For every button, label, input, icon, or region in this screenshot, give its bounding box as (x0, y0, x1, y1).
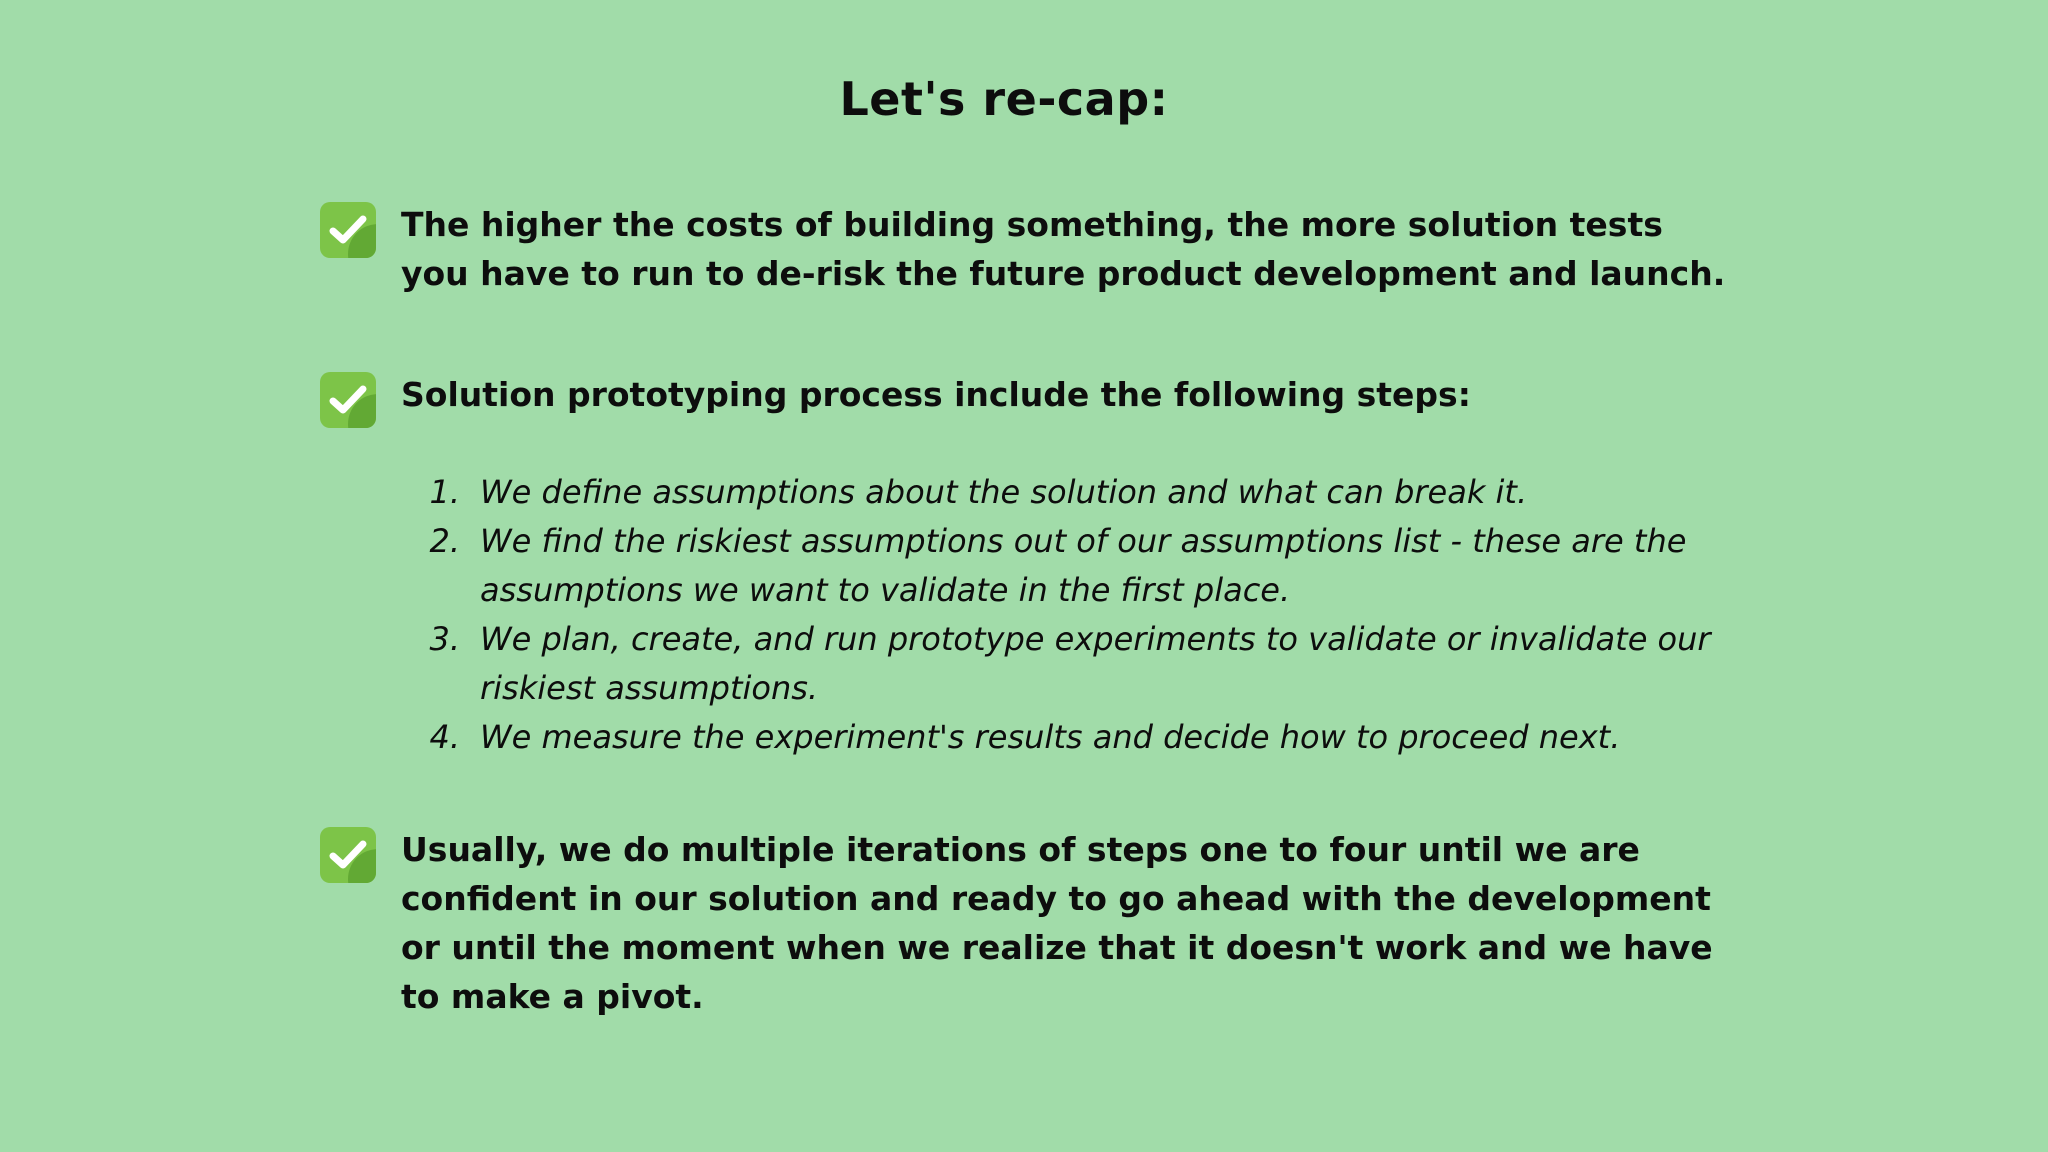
step-number: 2. (429, 522, 460, 560)
step-number: 4. (429, 718, 460, 756)
step-number: 3. (429, 620, 460, 658)
recap-point-text: Solution prototyping process include the following steps: (401, 375, 1471, 414)
step-item (420, 615, 1740, 713)
recap-point (320, 370, 1740, 428)
slide-title: Let's re-cap: (839, 72, 1169, 126)
step-text: We plan, create, and run prototype experiments to validate or invalidate our riskiest assumptions. (480, 620, 1711, 707)
recap-point-text: Usually, we do multiple iterations of steps one to four until we are confident in our solution and ready to go ahead with the development or until the moment when we realize that it doesn't work and we have to make a pivot. (401, 830, 1713, 1016)
step-item (420, 517, 1740, 615)
step-text: We define assumptions about the solution and what can break it. (480, 473, 1528, 511)
step-text: We find the riskiest assumptions out of our assumptions list - these are the assumptions we want to validate in the first place. (480, 522, 1687, 609)
step-item (420, 713, 1740, 762)
recap-point (320, 825, 1740, 1021)
recap-point (320, 200, 1740, 298)
checkmark-icon (320, 827, 376, 883)
steps-list (420, 468, 1740, 762)
step-item (420, 468, 1740, 517)
checkmark-icon (320, 372, 376, 428)
step-text: We measure the experiment's results and decide how to proceed next. (480, 718, 1621, 756)
checkmark-icon (320, 202, 376, 258)
recap-point-text: The higher the costs of building something, the more solution tests you have to run to de-risk the future product development and launch. (401, 205, 1726, 293)
step-number: 1. (429, 473, 460, 511)
